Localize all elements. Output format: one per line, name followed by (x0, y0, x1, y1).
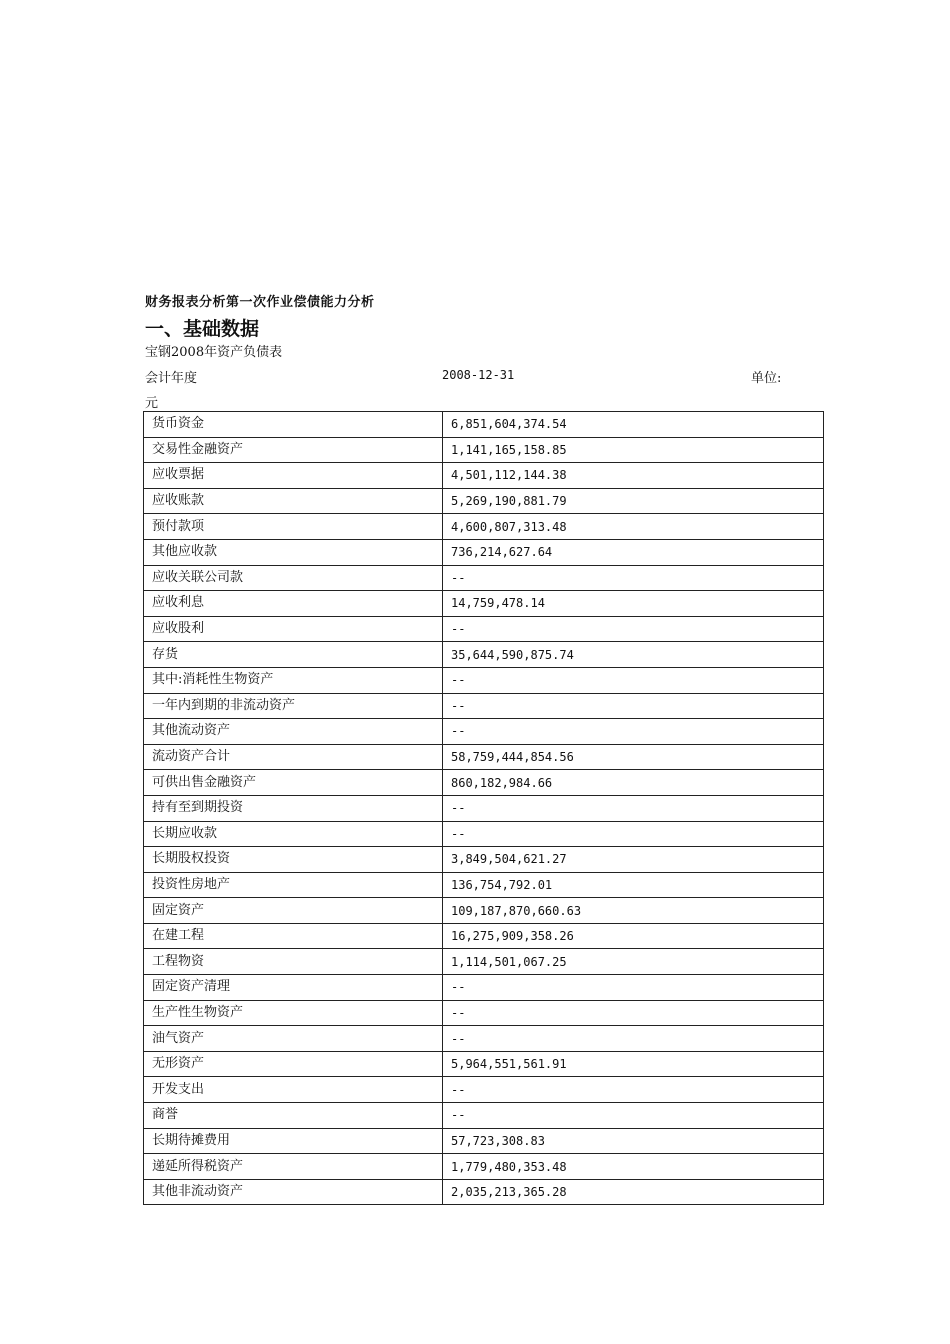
row-item-value: -- (443, 975, 824, 1001)
row-item-label: 油气资产 (144, 1026, 443, 1052)
row-item-label: 存货 (144, 642, 443, 668)
table-row (144, 1000, 824, 1026)
table-row (144, 463, 824, 489)
row-item-value: 3,849,504,621.27 (443, 847, 824, 873)
row-item-label: 无形资产 (144, 1051, 443, 1077)
table-row (144, 923, 824, 949)
table-row (144, 821, 824, 847)
row-item-label: 长期待摊费用 (144, 1128, 443, 1154)
row-item-label: 投资性房地产 (144, 872, 443, 898)
table-row (144, 1026, 824, 1052)
row-item-value: -- (443, 693, 824, 719)
row-item-value: 860,182,984.66 (443, 770, 824, 796)
balance-sheet-table (143, 411, 824, 1205)
balance-sheet-body (144, 412, 824, 1205)
row-item-label: 预付款项 (144, 514, 443, 540)
row-item-value: 58,759,444,854.56 (443, 744, 824, 770)
table-row (144, 1103, 824, 1129)
row-item-value: 4,501,112,144.38 (443, 463, 824, 489)
row-item-value: 14,759,478.14 (443, 591, 824, 617)
table-row (144, 795, 824, 821)
table-row (144, 949, 824, 975)
row-item-label: 应收关联公司款 (144, 565, 443, 591)
row-item-label: 应收股利 (144, 616, 443, 642)
row-item-value: -- (443, 1026, 824, 1052)
row-item-value: 736,214,627.64 (443, 539, 824, 565)
row-item-label: 其中:消耗性生物资产 (144, 667, 443, 693)
row-item-value: 5,269,190,881.79 (443, 488, 824, 514)
row-item-label: 其他应收款 (144, 539, 443, 565)
fiscal-year-label: 会计年度 (145, 371, 198, 386)
table-row (144, 770, 824, 796)
row-item-value: 4,600,807,313.48 (443, 514, 824, 540)
row-item-value: -- (443, 565, 824, 591)
row-item-label: 固定资产 (144, 898, 443, 924)
table-row (144, 898, 824, 924)
row-item-label: 长期股权投资 (144, 847, 443, 873)
row-item-label: 其他非流动资产 (144, 1179, 443, 1205)
row-item-label: 工程物资 (144, 949, 443, 975)
table-row (144, 975, 824, 1001)
row-item-value: -- (443, 1077, 824, 1103)
row-item-label: 固定资产清理 (144, 975, 443, 1001)
table-row (144, 719, 824, 745)
table-row (144, 591, 824, 617)
row-item-value: 1,779,480,353.48 (443, 1154, 824, 1180)
table-row (144, 565, 824, 591)
unit-value: 元 (145, 396, 159, 411)
row-item-value: 109,187,870,660.63 (443, 898, 824, 924)
table-row (144, 1077, 824, 1103)
row-item-label: 应收票据 (144, 463, 443, 489)
row-item-label: 可供出售金融资产 (144, 770, 443, 796)
table-row (144, 744, 824, 770)
row-item-label: 流动资产合计 (144, 744, 443, 770)
row-item-label: 商誉 (144, 1103, 443, 1129)
document-title: 财务报表分析第一次作业偿债能力分析 (145, 295, 375, 310)
row-item-label: 应收账款 (144, 488, 443, 514)
row-item-label: 在建工程 (144, 923, 443, 949)
table-row (144, 1154, 824, 1180)
table-row (144, 847, 824, 873)
table-row (144, 1179, 824, 1205)
row-item-value: 35,644,590,875.74 (443, 642, 824, 668)
table-caption: 宝钢2008年资产负债表 (145, 345, 283, 360)
table-row (144, 642, 824, 668)
row-item-value: -- (443, 616, 824, 642)
row-item-label: 长期应收款 (144, 821, 443, 847)
row-item-value: 57,723,308.83 (443, 1128, 824, 1154)
row-item-label: 一年内到期的非流动资产 (144, 693, 443, 719)
unit-label: 单位: (751, 371, 782, 386)
table-row (144, 1128, 824, 1154)
table-row (144, 667, 824, 693)
table-row (144, 616, 824, 642)
table-row (144, 539, 824, 565)
row-item-label: 开发支出 (144, 1077, 443, 1103)
row-item-value: -- (443, 719, 824, 745)
table-row (144, 872, 824, 898)
table-row (144, 488, 824, 514)
row-item-value: 16,275,909,358.26 (443, 923, 824, 949)
row-item-label: 货币资金 (144, 412, 443, 438)
row-item-value: 1,141,165,158.85 (443, 437, 824, 463)
row-item-value: -- (443, 821, 824, 847)
table-row (144, 514, 824, 540)
section-heading: 一、基础数据 (145, 318, 260, 340)
row-item-label: 生产性生物资产 (144, 1000, 443, 1026)
row-item-label: 应收利息 (144, 591, 443, 617)
table-row (144, 437, 824, 463)
row-item-value: 5,964,551,561.91 (443, 1051, 824, 1077)
row-item-value: -- (443, 667, 824, 693)
table-row (144, 412, 824, 438)
row-item-label: 持有至到期投资 (144, 795, 443, 821)
row-item-value: -- (443, 795, 824, 821)
fiscal-year-date: 2008-12-31 (442, 368, 515, 382)
row-item-label: 递延所得税资产 (144, 1154, 443, 1180)
row-item-value: 1,114,501,067.25 (443, 949, 824, 975)
row-item-value: -- (443, 1103, 824, 1129)
row-item-label: 其他流动资产 (144, 719, 443, 745)
table-row (144, 693, 824, 719)
table-row (144, 1051, 824, 1077)
row-item-value: 136,754,792.01 (443, 872, 824, 898)
row-item-value: 6,851,604,374.54 (443, 412, 824, 438)
row-item-value: -- (443, 1000, 824, 1026)
row-item-value: 2,035,213,365.28 (443, 1179, 824, 1205)
row-item-label: 交易性金融资产 (144, 437, 443, 463)
